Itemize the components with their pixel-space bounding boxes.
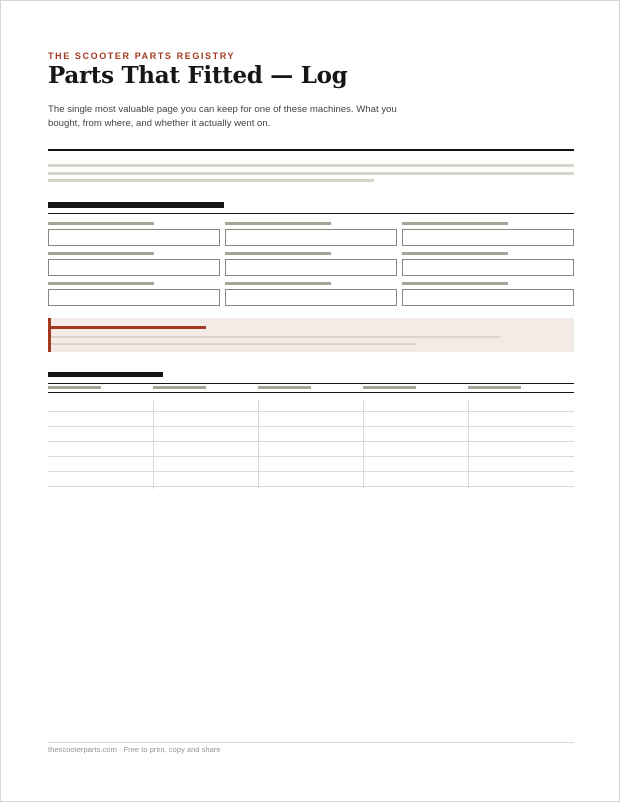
form-field[interactable] [402,229,574,246]
section-heading-placeholder [48,202,224,208]
form-field[interactable] [48,259,220,276]
callout-heading-placeholder [51,326,206,329]
table-top-rule [48,383,574,384]
table-row[interactable] [48,471,574,472]
column-header-placeholder [153,386,206,389]
table-row[interactable] [48,441,574,442]
table-header-rule [48,392,574,393]
form-field[interactable] [48,289,220,306]
form-field[interactable] [225,259,397,276]
field-label-placeholder [402,222,508,225]
placeholder-line [48,172,574,175]
registry-kicker: THE SCOOTER PARTS REGISTRY [48,51,236,61]
field-label-placeholder [225,222,331,225]
placeholder-line [48,179,374,182]
callout-box [48,318,574,352]
form-field[interactable] [225,289,397,306]
page-title: Parts That Fitted — Log [48,62,348,89]
section-heading-placeholder [48,372,163,377]
column-divider [153,400,154,489]
table-row[interactable] [48,411,574,412]
table-row[interactable] [48,456,574,457]
callout-line-placeholder [51,343,416,345]
field-label-placeholder [402,282,508,285]
column-divider [468,400,469,489]
column-divider [363,400,364,489]
footer-divider [48,742,574,743]
field-label-placeholder [225,252,331,255]
intro-text: The single most valuable page you can keep for one of these machines. What you bought, from where, and whether it actually went on. [48,104,397,129]
form-field[interactable] [48,229,220,246]
column-header-placeholder [48,386,101,389]
header-divider [48,149,574,151]
field-label-placeholder [48,222,154,225]
table-row[interactable] [48,426,574,427]
column-header-placeholder [468,386,521,389]
column-header-placeholder [363,386,416,389]
field-label-placeholder [48,282,154,285]
field-label-placeholder [48,252,154,255]
callout-line-placeholder [51,336,500,338]
form-field[interactable] [402,259,574,276]
column-divider [258,400,259,489]
field-label-placeholder [225,282,331,285]
field-label-placeholder [402,252,508,255]
section-divider [48,213,574,214]
form-field[interactable] [402,289,574,306]
column-header-placeholder [258,386,311,389]
footer-text: thescooterparts.com · Free to print, copy and share [48,745,221,754]
form-field[interactable] [225,229,397,246]
table-row[interactable] [48,486,574,487]
placeholder-line [48,164,574,167]
